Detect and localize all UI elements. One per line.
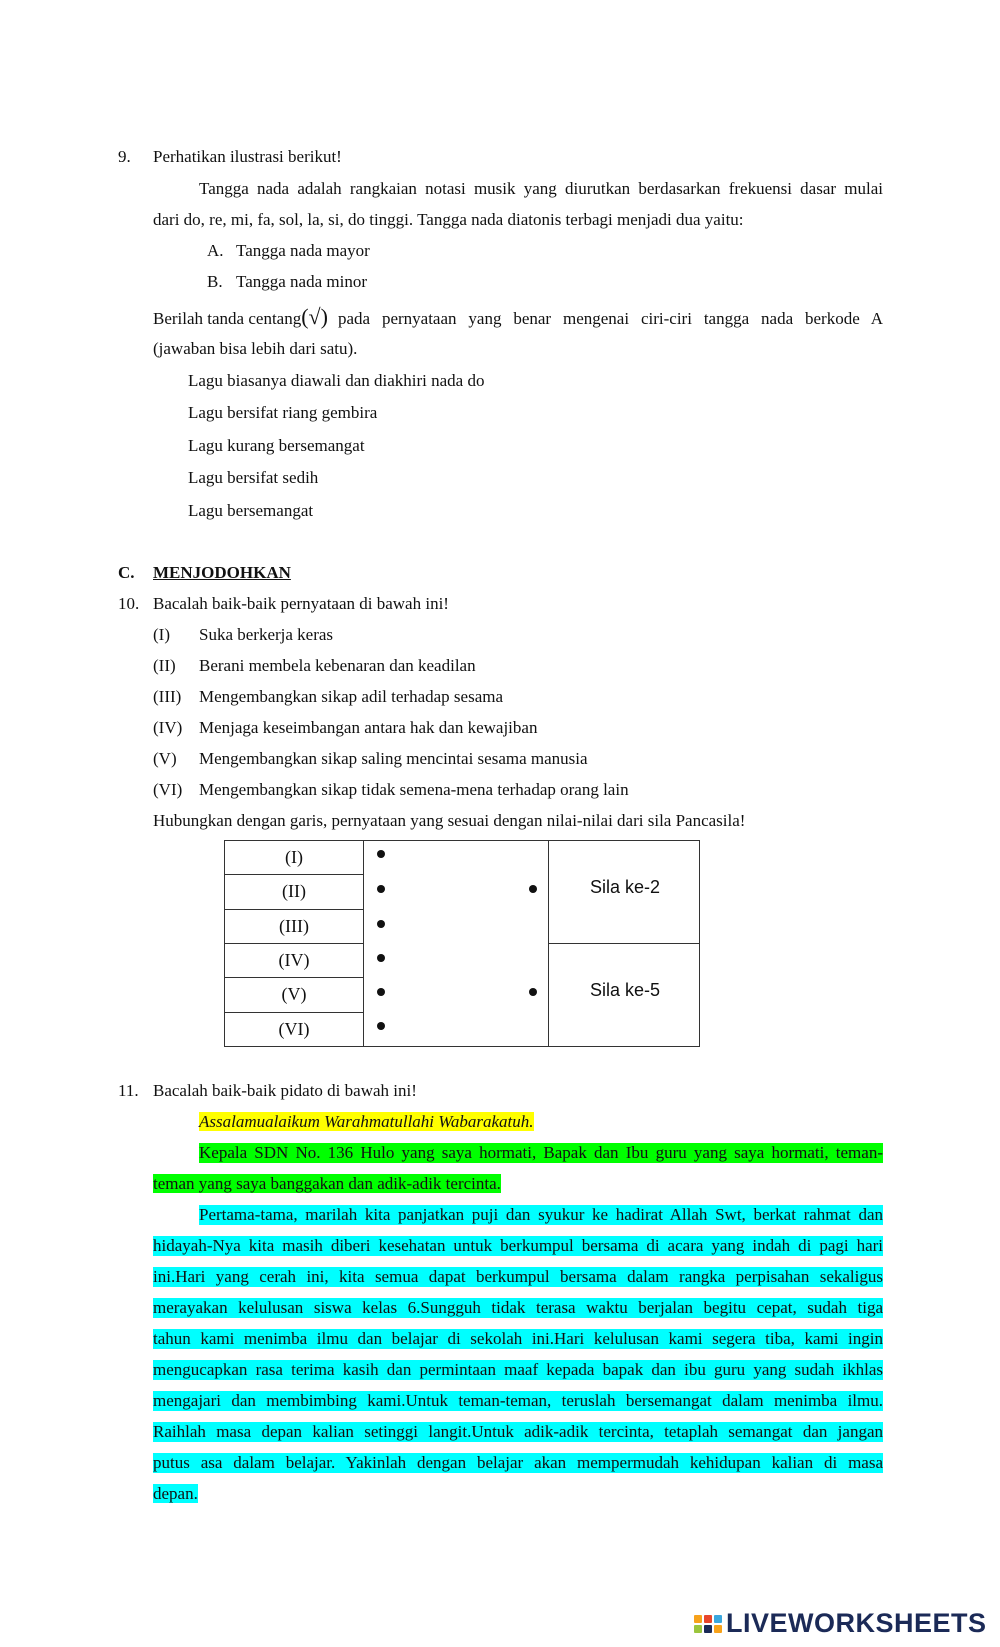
connector-dot-right-2[interactable] xyxy=(529,988,537,996)
speech-greeting xyxy=(199,1112,534,1132)
speech-body-last-wrap xyxy=(153,1484,198,1504)
q10-roman-1: (I) xyxy=(153,625,170,644)
q9-instruction-a: Berilah tanda centang xyxy=(153,309,302,328)
connector-dot-left-5[interactable] xyxy=(377,988,385,996)
speech-body-line8: Raihlah masa depan kalian setinggi langit.Untuk adik-adik tercinta, tetaplah semangat dan jangan xyxy=(153,1422,883,1441)
logo-icon xyxy=(694,1615,722,1633)
q11-number: 11. xyxy=(118,1081,139,1100)
speech-body-line5: tahun kami menimba ilmu dan belajar di sekolah ini.Hari kelulusan kami segera tiba, kami ingin xyxy=(153,1329,883,1348)
connector-dot-left-4[interactable] xyxy=(377,954,385,962)
connector-dot-left-1[interactable] xyxy=(377,850,385,858)
q10-roman-5: (V) xyxy=(153,749,177,768)
table-left-cell-3: (III) xyxy=(225,909,364,943)
speech-salutation-line2-wrap xyxy=(153,1174,501,1194)
q9-type-b-letter: B. xyxy=(207,272,223,291)
speech-greeting-text: Assalamualaikum Warahmatullahi Wabarakatuh. xyxy=(199,1112,534,1131)
q9-option-2[interactable]: Lagu bersifat riang gembira xyxy=(188,403,378,422)
q10-number: 10. xyxy=(118,594,140,613)
q10-roman-2: (II) xyxy=(153,656,176,675)
q9-option-5[interactable]: Lagu bersemangat xyxy=(188,501,314,520)
connector-dot-left-3[interactable] xyxy=(377,920,385,928)
q11-prompt: Bacalah baik-baik pidato di bawah ini! xyxy=(153,1081,417,1100)
table-left-cell-5: (V) xyxy=(225,978,364,1012)
connector-dot-left-6[interactable] xyxy=(377,1022,385,1030)
connector-dot-right-1[interactable] xyxy=(529,885,537,893)
q9-type-b-text: Tangga nada minor xyxy=(236,272,367,291)
q10-instruction: Hubungkan dengan garis, pernyataan yang sesuai dengan nilai-nilai dari sila Pancasila! xyxy=(153,811,746,830)
q9-instruction-line2: (jawaban bisa lebih dari satu). xyxy=(153,339,358,358)
speech-body-last: depan. xyxy=(153,1484,198,1503)
q9-number: 9. xyxy=(118,147,131,166)
speech-body-line1: Pertama-tama, marilah kita panjatkan puji dan syukur ke hadirat Allah Swt, berkat rahmat dan xyxy=(199,1205,883,1224)
q10-roman-3: (III) xyxy=(153,687,182,706)
table-left-cell-4: (IV) xyxy=(225,944,364,978)
sila-label-5: Sila ke-5 xyxy=(590,980,661,1000)
q9-option-1[interactable]: Lagu biasanya diawali dan diakhiri nada do xyxy=(188,371,485,390)
liveworksheets-logo[interactable] xyxy=(694,1608,987,1639)
section-c-title: MENJODOHKAN xyxy=(153,563,291,582)
speech-body-line9: putus asa dalam belajar. Yakinlah dengan belajar akan mempermudah kehidupan kalian di masa xyxy=(153,1453,883,1472)
q9-option-3[interactable]: Lagu kurang bersemangat xyxy=(188,436,365,455)
section-c-letter: C. xyxy=(118,563,135,582)
speech-body-line6: mengucapkan rasa terima kasih dan permintaan maaf kepada bapak dan ibu guru yang sudah ikhlas xyxy=(153,1360,883,1379)
q9-instruction-line1 xyxy=(153,304,883,330)
logo-text: LIVEWORKSHEETS xyxy=(726,1608,987,1638)
q9-type-a-letter: A. xyxy=(207,241,224,260)
q10-statement-1: Suka berkerja keras xyxy=(199,625,334,644)
q9-instruction-b: pada pernyataan yang benar mengenai ciri-ciri tangga nada berkode A xyxy=(337,309,883,328)
speech-salutation-line1: Kepala SDN No. 136 Hulo yang saya hormati, Bapak dan Ibu guru yang saya hormati, teman- xyxy=(199,1143,883,1162)
q10-prompt: Bacalah baik-baik pernyataan di bawah ini! xyxy=(153,594,449,613)
table-left-cell-1: (I) xyxy=(225,841,364,875)
q10-statement-6: Mengembangkan sikap tidak semena-mena terhadap orang lain xyxy=(199,780,629,799)
q9-paragraph-line2: dari do, re, mi, fa, sol, la, si, do tinggi. Tangga nada diatonis terbagi menjadi dua yaitu: xyxy=(153,210,744,229)
table-connector-area[interactable] xyxy=(364,841,549,1047)
table-left-cell-6: (VI) xyxy=(225,1012,364,1046)
speech-body-line2: hidayah-Nya kita masih diberi kesehatan untuk berkumpul bersama di acara yang indah di pagi hari xyxy=(153,1236,883,1255)
q10-statement-5: Mengembangkan sikap saling mencintai sesama manusia xyxy=(199,749,588,768)
q10-roman-6: (VI) xyxy=(153,780,183,799)
q9-type-a-text: Tangga nada mayor xyxy=(236,241,370,260)
q9-prompt: Perhatikan ilustrasi berikut! xyxy=(153,147,342,166)
checkmark-symbol: (√) xyxy=(301,304,328,329)
q9-paragraph-line1: Tangga nada adalah rangkaian notasi musik yang diurutkan berdasarkan frekuensi dasar mulai xyxy=(199,179,883,198)
speech-body-line4: merayakan kelulusan siswa kelas 6.Sungguh tidak terasa waktu berjalan begitu cepat, sudah tiga xyxy=(153,1298,883,1317)
sila-label-2: Sila ke-2 xyxy=(590,877,661,897)
matching-table xyxy=(224,840,700,1047)
table-left-cell-2: (II) xyxy=(225,875,364,909)
speech-body-line3: ini.Hari yang cerah ini, kita semua dapat berkumpul bersama dalam rangka perpisahan sekaligus xyxy=(153,1267,883,1286)
speech-salutation-line2: teman yang saya banggakan dan adik-adik tercinta. xyxy=(153,1174,501,1193)
q9-instruction-b-wrap xyxy=(338,309,883,329)
q10-statement-2: Berani membela kebenaran dan keadilan xyxy=(199,656,476,675)
q10-roman-4: (IV) xyxy=(153,718,183,737)
q10-statement-4: Menjaga keseimbangan antara hak dan kewajiban xyxy=(199,718,538,737)
connector-dot-left-2[interactable] xyxy=(377,885,385,893)
q9-option-4[interactable]: Lagu bersifat sedih xyxy=(188,468,319,487)
speech-body-line7: mengajari dan membimbing kami.Untuk teman-teman, teruslah bersemangat dalam menimba ilmu. xyxy=(153,1391,883,1410)
q10-statement-3: Mengembangkan sikap adil terhadap sesama xyxy=(199,687,504,706)
